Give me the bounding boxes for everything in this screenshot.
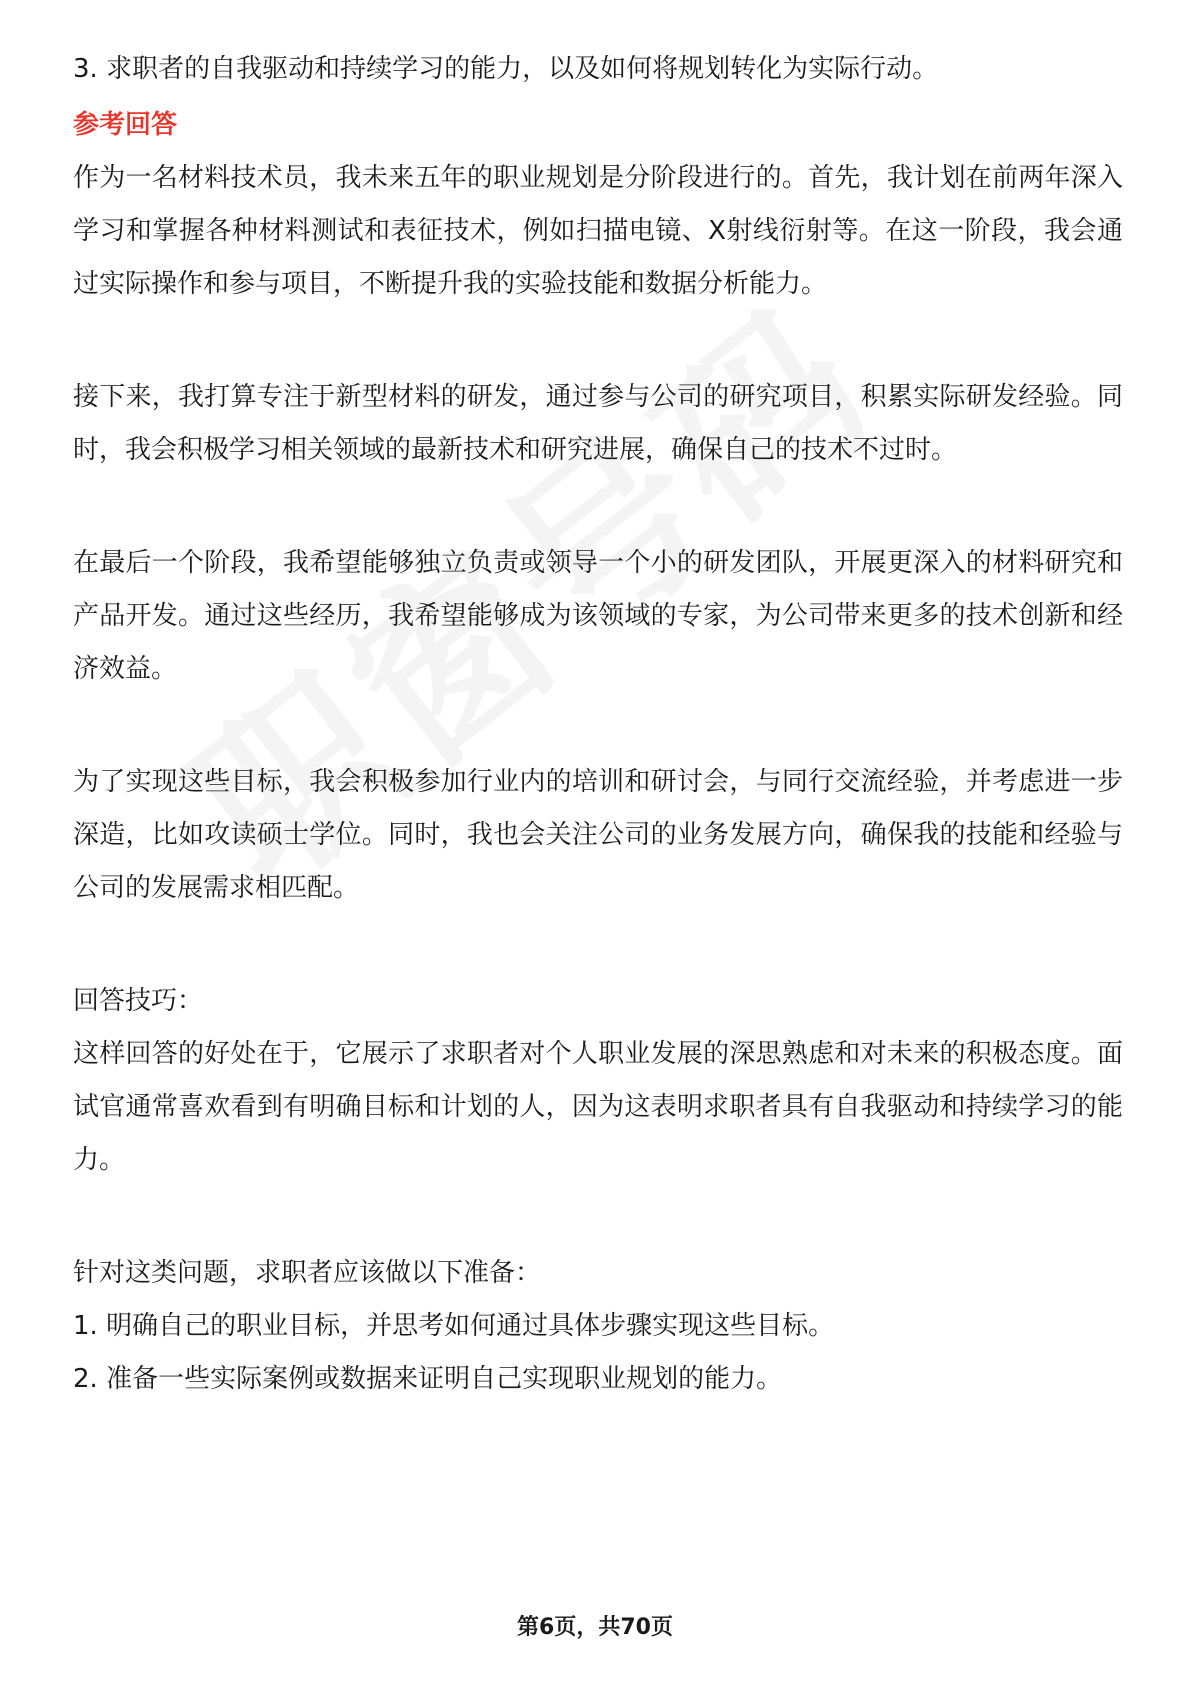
intro-point-3: 3. 求职者的自我驱动和持续学习的能力，以及如何将规划转化为实际行动。 — [73, 54, 939, 84]
tips-heading: 回答技巧： — [73, 986, 204, 1016]
answer-paragraph-1: 作为一名材料技术员，我未来五年的职业规划是分阶段进行的。首先，我计划在前两年深入学习和掌握各种材料测试和表征技术，例如扫描电镜、X射线衍射等。在这一阶段，我会通过实际操作和参与项目，不断提升我的实验技能和数据分析能力。 — [73, 163, 1123, 299]
answer-paragraph-3: 在最后一个阶段，我希望能够独立负责或领导一个小的研发团队，开展更深入的材料研究和产品开发。通过这些经历，我希望能够成为该领域的专家，为公司带来更多的技术创新和经济效益。 — [73, 548, 1123, 684]
page-number-footer: 第6页，共70页 — [517, 1615, 673, 1640]
page-content — [73, 48, 1123, 1406]
reference-answer-heading: 参考回答 — [73, 110, 178, 140]
preparation-item-1: 1. 明确自己的职业目标，并思考如何通过具体步骤实现这些目标。 — [73, 1311, 835, 1341]
answer-paragraph-2: 接下来，我打算专注于新型材料的研发，通过参与公司的研究项目，积累实际研发经验。同时，我会积极学习相关领域的最新技术和研究进展，确保自己的技术不过时。 — [73, 382, 1123, 465]
tips-paragraph: 这样回答的好处在于，它展示了求职者对个人职业发展的深思熟虑和对未来的积极态度。面试官通常喜欢看到有明确目标和计划的人，因为这表明求职者具有自我驱动和持续学习的能力。 — [73, 1039, 1123, 1175]
preparation-item-2: 2. 准备一些实际案例或数据来证明自己实现职业规划的能力。 — [73, 1364, 783, 1394]
answer-paragraph-4: 为了实现这些目标，我会积极参加行业内的培训和研讨会，与同行交流经验，并考虑进一步深造，比如攻读硕士学位。同时，我也会关注公司的业务发展方向，确保我的技能和经验与公司的发展需求相匹配。 — [73, 767, 1123, 903]
preparation-heading: 针对这类问题，求职者应该做以下准备： — [73, 1258, 542, 1288]
